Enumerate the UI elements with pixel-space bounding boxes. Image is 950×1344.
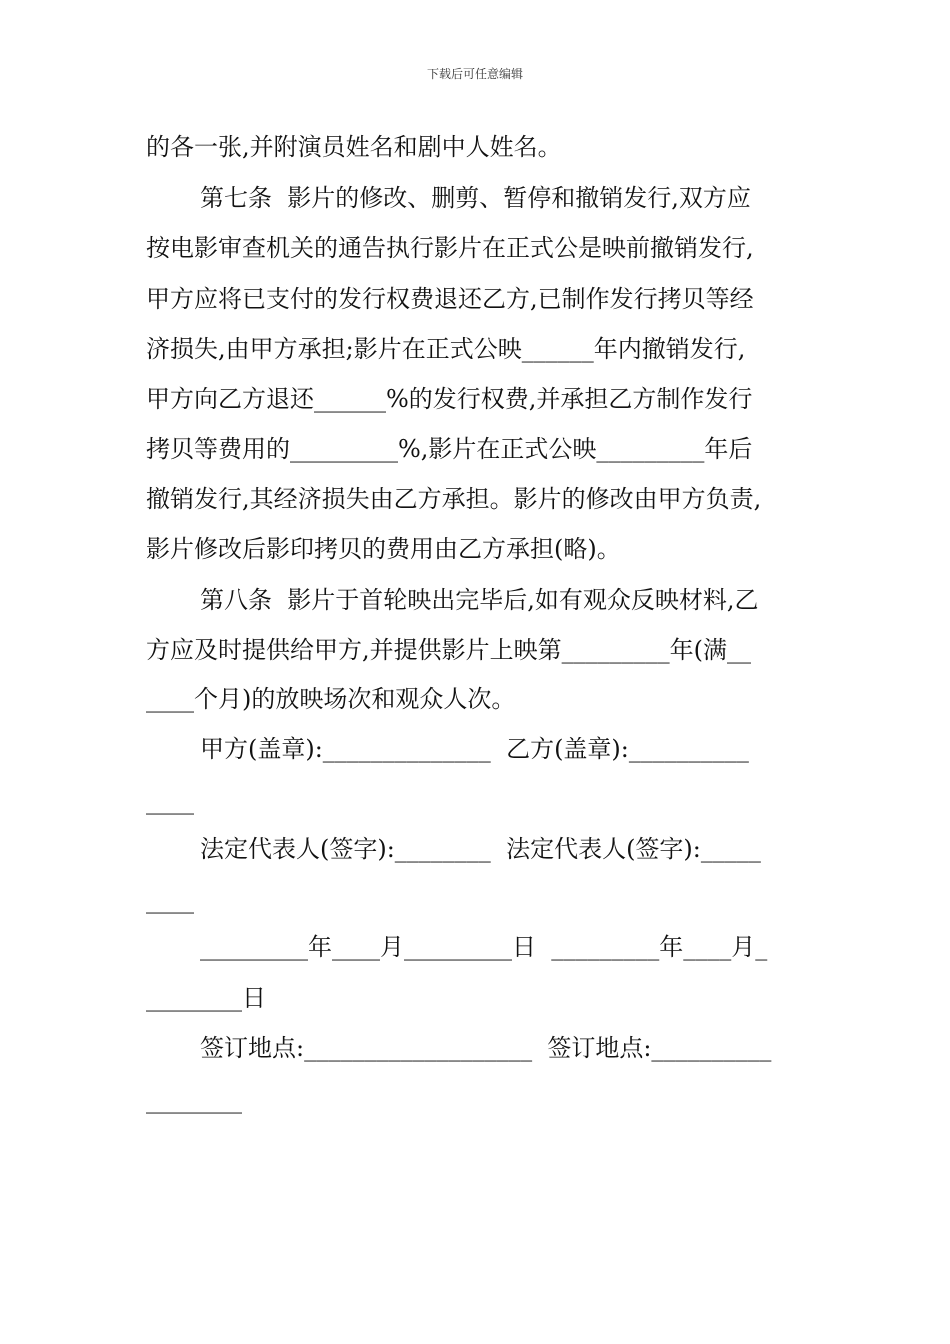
text-line: 的各一张,并附演员姓名和剧中人姓名。 — [146, 133, 562, 161]
article-7-heading-line: 第七条 影片的修改、删剪、暂停和撤销发行,双方应 — [200, 184, 751, 212]
legal-representative-line: 法定代表人(签字):________ 法定代表人(签字):_____ — [200, 835, 761, 863]
party-seal-line: 甲方(盖章):______________ 乙方(盖章):__________ — [200, 735, 749, 763]
text-line: 甲方应将已支付的发行权费退还乙方,已制作发行拷贝等经 — [146, 285, 754, 313]
text-line: 影片修改后影印拷贝的费用由乙方承担(略)。 — [146, 535, 621, 563]
text-line: ____ — [146, 886, 194, 914]
page-header-note: 下载后可任意编辑 — [426, 67, 523, 81]
signing-place-line: 签订地点:___________________ 签订地点:__________ — [200, 1034, 772, 1062]
text-line: ________日 — [146, 984, 266, 1012]
date-line: _________年____月_________日 _________年____月_ — [200, 933, 768, 961]
text-line: 甲方向乙方退还______%的发行权费,并承担乙方制作发行 — [146, 385, 753, 413]
text-line: 撤销发行,其经济损失由乙方承担。影片的修改由甲方负责, — [146, 485, 762, 513]
text-line: ____ — [146, 787, 194, 815]
text-line: ____个月)的放映场次和观众人次。 — [146, 685, 516, 713]
text-line: 按电影审查机关的通告执行影片在正式公是映前撤销发行, — [146, 234, 754, 262]
text-line: 拷贝等费用的_________%,影片在正式公映_________年后 — [146, 435, 753, 463]
text-line: 济损失,由甲方承担;影片在正式公映______年内撤销发行, — [146, 335, 746, 363]
article-8-heading-line: 第八条 影片于首轮映出完毕后,如有观众反映材料,乙 — [200, 586, 759, 614]
text-line: ________ — [146, 1086, 242, 1114]
text-line: 方应及时提供给甲方,并提供影片上映第_________年(满__ — [146, 636, 751, 664]
